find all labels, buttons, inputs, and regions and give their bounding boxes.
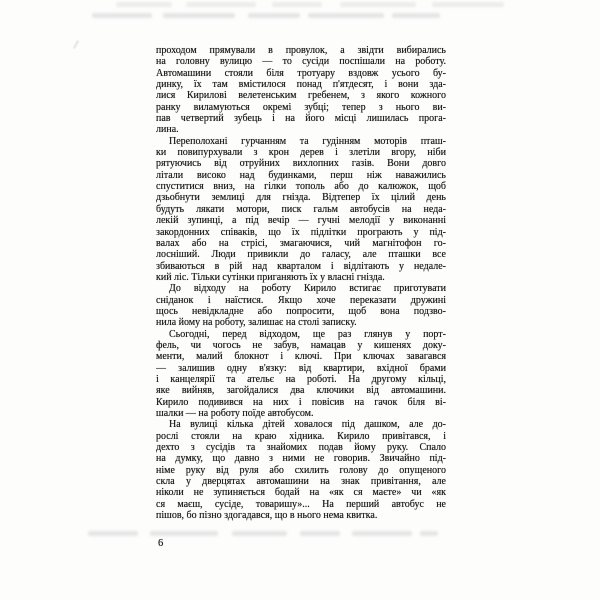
text-line: Кирило подивився на них і повісив на гачок біля ві- — [156, 396, 446, 408]
text-line: пішов, бо пізно здогадався, що в нього нема квитка. — [156, 510, 378, 522]
text-line: лина. — [156, 124, 179, 136]
text-line: Переполохані гурчанням та гудінням моторів пташ- — [169, 135, 446, 147]
text-line: лися Кирилові велетенським гребенем, з якого кожного — [156, 90, 446, 102]
text-line: сніданок і наїстися. Якщо хоче переказати дружині — [156, 294, 446, 306]
text-line: менти, малий блокнот і ключі. При ключах завагався — [156, 351, 446, 363]
text-line: дзьобнути землиці для гнізда. Відтепер їх цілий день — [156, 192, 446, 204]
text-line: На вулиці кілька дітей ховалося під дашком, але до- — [169, 419, 446, 431]
text-line: німе руку від руля або схилить голову до опущеного — [156, 464, 446, 476]
text-line: збиваються в рій над кварталом і відлітають у недале- — [156, 260, 446, 272]
text-line: нила йому на роботу, залишає на столі записку. — [156, 317, 357, 329]
text-line: динку, їх там вмістилося понад п'ятдесят, і вони зда- — [156, 79, 446, 91]
text-line: щось невідкладне або попросити, щоб вона подзво- — [156, 305, 446, 317]
bleed-through-artifact — [432, 2, 504, 7]
bleed-through-artifact — [88, 531, 138, 536]
bleed-through-artifact — [300, 531, 340, 536]
text-line: валах або на стрісі, змагаючися, чий магнітофон го- — [156, 237, 446, 249]
bleed-through-artifact — [248, 13, 300, 18]
bleed-through-artifact — [308, 13, 384, 18]
text-line: лекій зупинці, а під вечір — гучні мелодії у виконанні — [156, 215, 446, 227]
text-line: на думку, що давно з ними не говорив. Звичайно під- — [156, 453, 446, 465]
text-line: спуститися вниз, на гілки тополь або до калюжок, щоб — [156, 181, 446, 193]
text-line: літали високо над будинками, перш ніж наважились — [156, 169, 446, 181]
bleed-through-artifact — [232, 531, 287, 536]
text-line: Автомашини стояли біля тротуару вздовж усього бу- — [156, 67, 446, 79]
text-line: будуть лякати мотори, писк гальм автобусів на неда- — [156, 203, 446, 215]
text-line: дехто з сусідів та знайомих подав йому руку. Спало — [156, 442, 446, 454]
text-line: пав четвертий зубець і на його місці лишилась прога- — [156, 113, 446, 125]
text-line: ніколи не зупиняється бодай на «як ся маєте» чи «як — [156, 487, 446, 499]
text-line: і канцелярії та ательє на роботі. На другому кільці, — [156, 373, 446, 385]
text-line: шалки — на роботу поїде автобусом. — [156, 408, 314, 419]
bleed-through-artifact — [116, 2, 172, 7]
text-line: ранку виламуються окремі зубці; тепер з нього ви- — [156, 101, 446, 113]
bleed-through-artifact — [352, 531, 412, 536]
pencil-mark-artifact — [73, 40, 79, 49]
text-line: рятуючись від отруйних вихлопних газів. Вони довго — [156, 158, 446, 170]
text-line: Сьогодні, перед відходом, ще раз глянув у порт- — [169, 328, 446, 340]
bleed-through-artifact — [340, 2, 416, 7]
bleed-through-artifact — [163, 13, 235, 18]
text-line: — залишив одну в'язку: від квартири, вхідної брами — [156, 362, 446, 374]
text-line: проходом прямували в провулок, а звідти вибирались — [156, 45, 446, 56]
text-line: яке вийняв, загойдалися два ключики від автомашини. — [156, 385, 446, 397]
text-block — [156, 45, 446, 521]
text-line: на головну вулицю — то сусіди поспішали на роботу. — [156, 56, 446, 68]
text-line: скла у дверцятах автомашини на знак привітання, але — [156, 476, 446, 488]
text-line: лосніший. Люди привикли до галасу, але пташки все — [156, 249, 446, 261]
text-line: рослі стояли на краю хідника. Кирило привітався, і — [156, 430, 446, 442]
text-line: ки повипурхували з крон дерев і злетіли вгору, ніби — [156, 147, 446, 159]
bleed-through-artifact — [272, 2, 322, 7]
bleed-through-artifact — [186, 2, 256, 7]
text-line: ся маєш, сусіде, товаришу»... На перший автобус не — [156, 498, 446, 510]
bleed-through-artifact — [420, 531, 438, 536]
page-number: 6 — [158, 538, 164, 549]
text-line: закордонних співаків, що їх підлітки програють у під- — [156, 226, 446, 238]
bleed-through-artifact — [392, 13, 440, 18]
bleed-through-artifact — [92, 13, 152, 18]
text-line: До відходу на роботу Кирило встигає приготувати — [169, 283, 446, 295]
bleed-through-artifact — [150, 531, 218, 536]
text-line: кий ліс. Тільки сутінки приганяють їх у власні гнізда. — [156, 271, 385, 283]
text-line: фель, чи чогось не забув, намацав у кишенях доку- — [156, 339, 446, 351]
